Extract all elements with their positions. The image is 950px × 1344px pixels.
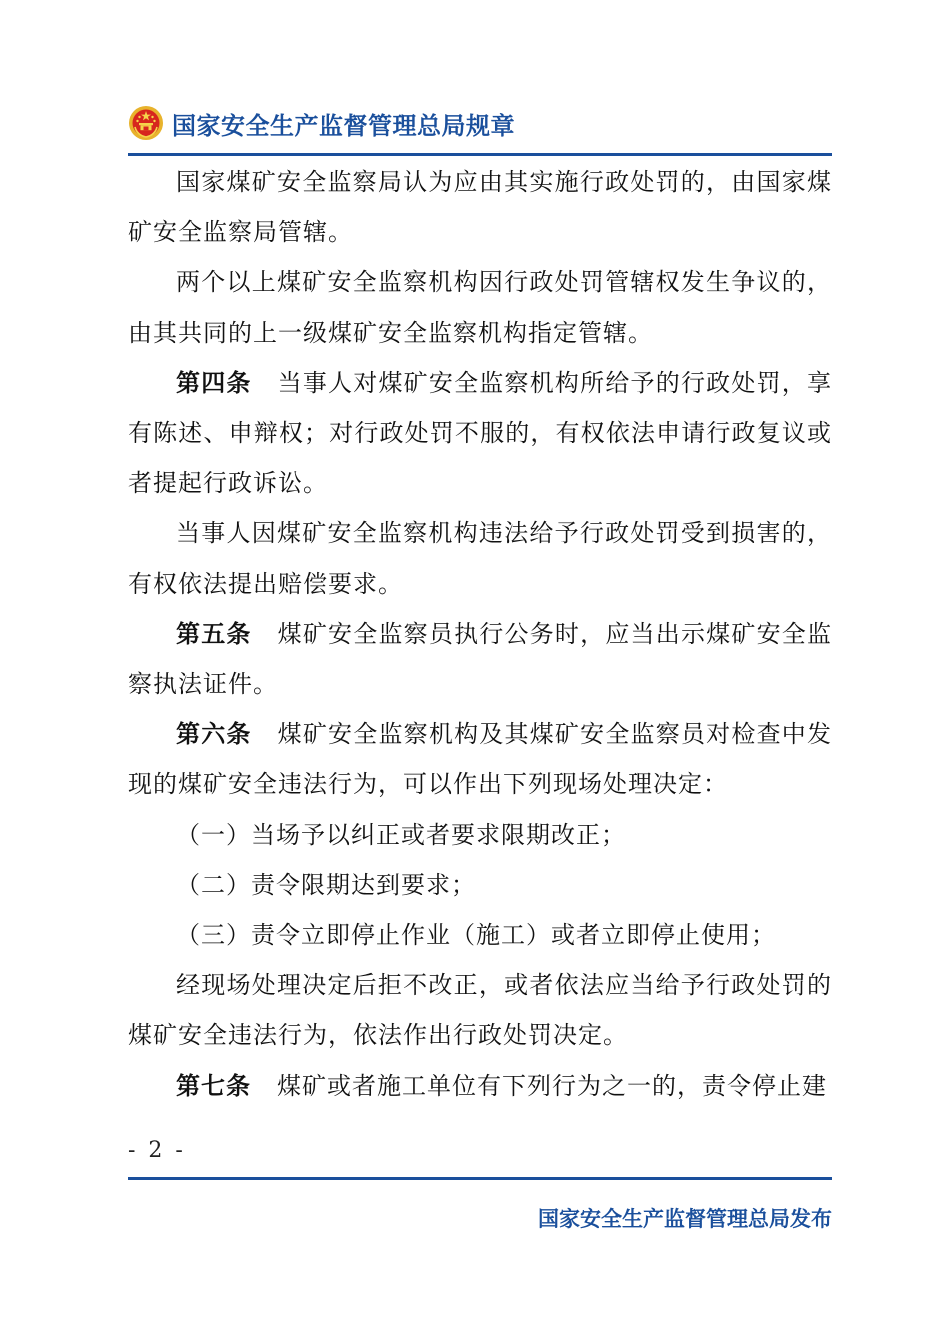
paragraph [128, 810, 832, 860]
paragraph-text: 当事人因煤矿安全监察机构违法给予行政处罚受到损害的，有权依法提出赔偿要求。 [128, 519, 832, 598]
paragraph-text: 国家煤矿安全监察局认为应由其实施行政处罚的，由国家煤矿安全监察局管辖。 [128, 168, 832, 247]
header-title: 国家安全生产监督管理总局规章 [172, 111, 515, 140]
article-number: 第五条 [176, 619, 252, 648]
footer-publisher: 国家安全生产监督管理总局发布 [538, 1207, 832, 1231]
paragraph-text: 两个以上煤矿安全监察机构因行政处罚管辖权发生争议的，由其共同的上一级煤矿安全监察机构指定管辖。 [128, 268, 832, 347]
paragraph-text: （三）责令立即停止作业（施工）或者立即停止使用； [176, 921, 776, 950]
paragraph [128, 257, 832, 357]
paragraph-text: （二）责令限期达到要求； [176, 870, 476, 899]
paragraph [128, 709, 832, 809]
paragraph [128, 960, 832, 1060]
paragraph [128, 508, 832, 608]
paragraph-text: 经现场处理决定后拒不改正，或者依法应当给予行政处罚的煤矿安全违法行为，依法作出行政处罚决定。 [128, 971, 832, 1050]
paragraph-text: 煤矿或者施工单位有下列行为之一的，责令停止建 [277, 1071, 827, 1100]
paragraph [128, 860, 832, 910]
article-number: 第七条 [176, 1071, 251, 1100]
paragraph-text: 煤矿安全监察员执行公务时，应当出示煤矿安全监察执法证件。 [128, 619, 832, 699]
document-header [128, 100, 832, 146]
national-emblem-icon [128, 105, 164, 141]
article-number: 第六条 [176, 720, 252, 749]
document-body [128, 157, 832, 1111]
paragraph [128, 609, 832, 709]
paragraph [128, 157, 832, 257]
footer-divider [128, 1177, 832, 1180]
paragraph-text: 煤矿安全监察机构及其煤矿安全监察员对检查中发现的煤矿安全违法行为，可以作出下列现场处理决定： [128, 720, 832, 799]
header-divider [128, 153, 832, 156]
paragraph [128, 358, 832, 509]
paragraph-text: （一）当场予以纠正或者要求限期改正； [176, 820, 626, 849]
page-number: - 2 - [128, 1138, 186, 1163]
paragraph-text: 当事人对煤矿安全监察机构所给予的行政处罚，享有陈述、申辩权；对行政处罚不服的，有权依法申请行政复议或者提起行政诉讼。 [128, 368, 832, 498]
article-number: 第四条 [176, 368, 252, 397]
paragraph [128, 1061, 832, 1111]
paragraph [128, 910, 832, 960]
